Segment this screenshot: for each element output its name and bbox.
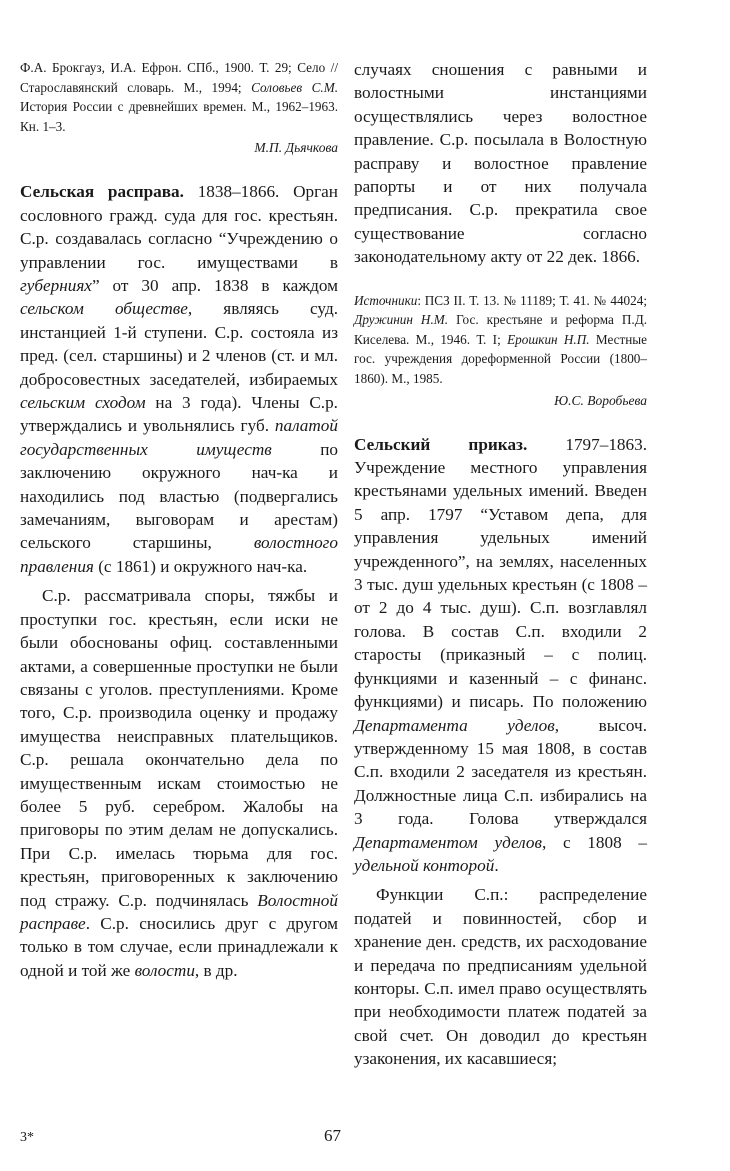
entry-paragraph: С.р. рассматривала споры, тяжбы и проступки гос. крестьян, если иски не были обоснованы офиц. составленными актами, а совершенные проступки не были связаны с уголов. преступлениями. Кроме того, С.р. производила оценку и продажу имущества неисправных плательщиков. С.р. решала окончательно дела по имущественным искам стоимостью не более 5 руб. серебром. Жалобы на приговоры по этим делам не допускались. При С.р. имелась тюрьма для гос. крестьян, приговоренных к заключению под стражу. С.р. подчинялась Волостной расправе. С.р. сносились друг с другом только в том случае, если принадлежали к одной и той же волости, в др. <box>20 586 338 980</box>
signature-mark: 3* <box>20 1130 34 1145</box>
entry-title: Сельский приказ. <box>354 434 528 454</box>
author-signature: М.П. Дьячкова <box>254 140 338 156</box>
entry-continuation: случаях сношения с равными и волостными инстанциями осуществлялись через волостное правление. С.р. посылала в Волостную расправу и волостное правление рапорты и от них получала предписания. С.р. прекратила свое существование согласно законодательному акту от 22 дек. 1866. <box>354 60 647 267</box>
entry-paragraph: Сельский приказ. 1797–1863. Учреждение местного управления крестьянами удельных имений. Введен 5 апр. 1797 “Уставом депа, для управления удельных имений учрежденного”, на землях, населенных 3 тыс. душ удельных крестьян (с 1808 – от 2 до 4 тыс. душ). С.п. возглавлял голова. В состав С.п. входили 2 старосты (приказный – с полиц. функциями и казенный – с финанс. функциями) и писарь. По положению Департамента уделов, высоч. утвержденному 15 мая 1808, в состав С.п. входили 2 заседателя из крестьян. Должностные лица С.п. избирались на 3 года. Голова утверждался Департаментом уделов, с 1808 – удельной конторой. <box>354 434 648 875</box>
entry-paragraph: Сельская расправа. 1838–1866. Орган сословного гражд. суда для гос. крестьян. С.р. создавалась согласно “Учреждению о управлении гос. имуществами в губерниях” от 30 апр. 1838 в каждом сельском обществе, являясь суд. инстанцией 1-й ступени. С.р. состояла из пред. (сел. старшины) и 2 членов (ст. и мл. добросовестных заседателей, избираемых сельским сходом на 3 года). Члены С.р. утверждались и увольнялись губ. палатой государственных имуществ по заключению окружного нач-ка и находились под властью (подвергались замечаниям, выговорам и арестам) сельского старшины, волостного правления (с 1861) и окружного нач-ка. <box>20 182 339 576</box>
entry-selskaya-rasprava <box>20 180 338 982</box>
entry-title: Сельская расправа. <box>20 182 184 202</box>
bibliography-end: Ф.А. Брокгауз, И.А. Ефрон. СПб., 1900. Т. 29; Село // Старославянский словарь. М., 1994; Соловьев С.М. История России с древнейших времен. М., 1962–1963. Кн. 1–3. <box>20 60 339 134</box>
author-signature: Ю.С. Воробьева <box>554 392 647 408</box>
sources: Источники: ПСЗ II. Т. 13. № 11189; Т. 41. № 44024; Дружинин Н.М. Гос. крестьяне и реформа П.Д. Киселева. М., 1946. Т. I; Ерошкин Н.П. Местные гос. учреждения дореформенной России (1800–1860). М., 1985. <box>354 292 648 387</box>
entry-selskiy-prikaz <box>354 433 647 1071</box>
page-number: 67 <box>324 1126 341 1145</box>
right-column <box>354 58 647 1071</box>
entry-paragraph: Функции С.п.: распределение податей и повинностей, сбор и хранение ден. средств, их расходование и передача по предписаниям удельной конторы. С.п. имел право осуществлять при необходимости платеж податей за свой счет. Он доводил до крестьян узаконения, их касавшиеся; <box>354 885 647 1069</box>
left-column <box>20 58 338 982</box>
